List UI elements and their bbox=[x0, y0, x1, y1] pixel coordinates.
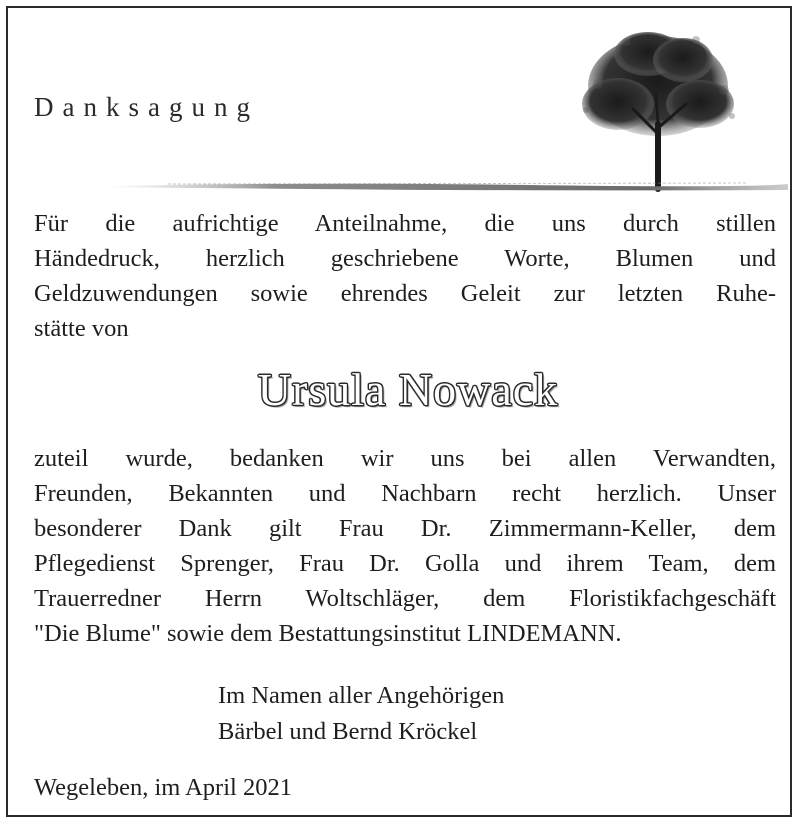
deceased-name: Ursula Nowack bbox=[257, 364, 559, 415]
text-line: Freunden, Bekannten und Nachbarn recht herzlich. Unser bbox=[34, 480, 776, 507]
thanks-paragraph bbox=[34, 441, 776, 651]
text-line: zuteil wurde, bedanken wir uns bei allen Verwandten, bbox=[34, 445, 776, 472]
intro-paragraph bbox=[34, 206, 776, 346]
place-date: Wegeleben, im April 2021 bbox=[34, 774, 292, 801]
text-line: besonderer Dank gilt Frau Dr. Zimmermann-Keller, dem bbox=[34, 515, 776, 542]
text-line: Für die aufrichtige Anteilnahme, die uns durch stillen bbox=[34, 210, 776, 237]
signature-line-names: Bärbel und Bernd Kröckel bbox=[218, 718, 478, 745]
signature-line-relatives: Im Namen aller Angehörigen bbox=[218, 682, 505, 709]
text-line: stätte von bbox=[34, 315, 129, 342]
text-line: Geldzuwendungen sowie ehrendes Geleit zur letzten Ruhe- bbox=[34, 280, 776, 307]
text-line: Händedruck, herzlich geschriebene Worte, Blumen und bbox=[34, 245, 776, 272]
notice-heading: Danksagung bbox=[34, 92, 259, 122]
text-line: Pflegedienst Sprenger, Frau Dr. Golla und ihrem Team, dem bbox=[34, 550, 776, 577]
tree-icon bbox=[578, 24, 738, 194]
horizon-line bbox=[108, 176, 788, 194]
text-line: Trauerredner Herrn Woltschläger, dem Floristikfachgeschäft bbox=[34, 585, 776, 612]
obituary-thanks-notice bbox=[6, 6, 792, 817]
text-line: "Die Blume" sowie dem Bestattungsinstitut LINDEMANN. bbox=[34, 620, 622, 647]
